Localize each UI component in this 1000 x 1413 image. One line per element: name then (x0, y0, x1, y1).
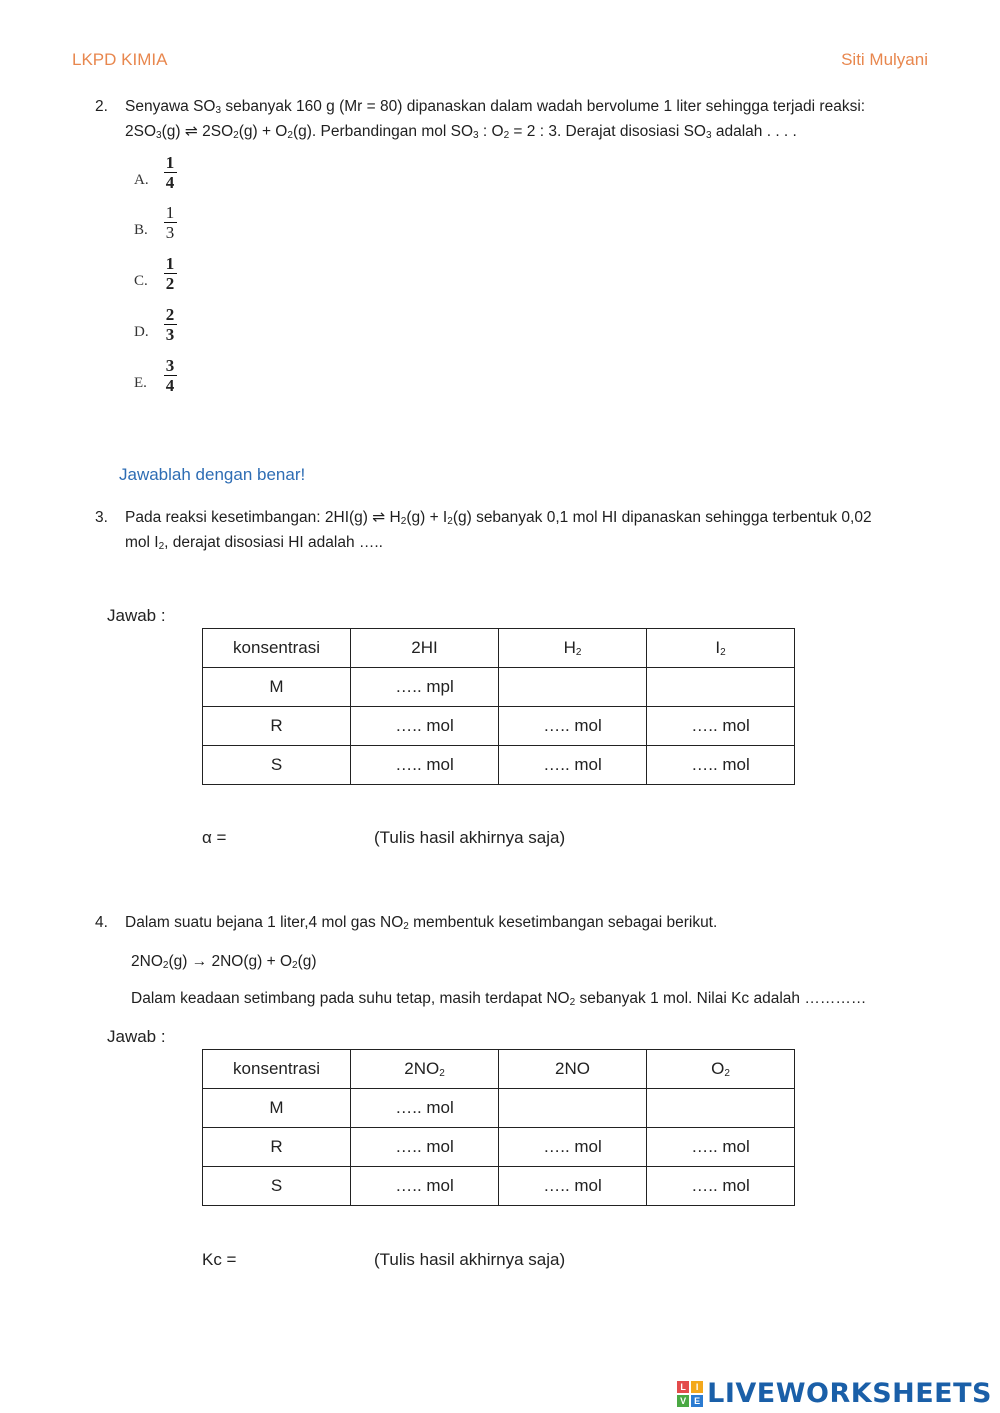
row-label: R (203, 707, 351, 746)
answer-cell[interactable]: ….. mol (647, 707, 795, 746)
table-header-row (203, 629, 795, 668)
answer-cell[interactable] (499, 1089, 647, 1128)
reaction-equation: $2NO_2(g) \to 2NO(g) + O_2(g)$ (131, 953, 317, 971)
alpha-label: α = (202, 828, 227, 847)
answer-note: (Tulis hasil akhirnya saja) (374, 1250, 566, 1269)
answer-cell[interactable] (647, 1089, 795, 1128)
header-cell: $H_2$ (499, 629, 647, 668)
answer-cell[interactable]: ….. mol (499, 1128, 647, 1167)
header-title: LKPD KIMIA (72, 50, 168, 69)
answer-cell[interactable]: ….. mol (351, 1167, 499, 1206)
question-text: Dalam suatu bejana 1 liter,4 mol gas $NO_2$ membentuk kesetimbangan sebagai berikut. (125, 914, 718, 932)
answer-cell[interactable]: ….. mol (351, 1128, 499, 1167)
header-cell: 2HI (351, 629, 499, 668)
table-row (203, 707, 795, 746)
jawab-label: Jawab : (107, 1027, 166, 1046)
fraction: 1 4 (163, 154, 177, 191)
question-number: 2. (95, 98, 108, 115)
fraction: 1 3 (163, 204, 177, 241)
header-cell: 2NO (499, 1050, 647, 1089)
answer-note: (Tulis hasil akhirnya saja) (374, 828, 566, 847)
table-row (203, 668, 795, 707)
row-label: S (203, 746, 351, 785)
table-row (203, 1167, 795, 1206)
table-row (203, 746, 795, 785)
row-label: S (203, 1167, 351, 1206)
fraction: 1 2 (163, 255, 177, 292)
row-label: M (203, 1089, 351, 1128)
instruction-text: Jawablah dengan benar! (119, 465, 306, 484)
logo-icon: L I V E (677, 1381, 703, 1407)
question-text: Senyawa $SO_3$ sebanyak 160 g (Mr = 80) dipanaskan dalam wadah bervolume 1 liter sehingga terjadi reaksi: $2SO_3(g)$ ⇌ $2SO_2(g) + O_2(g)$. Perbandingan mol $SO_3$ : $O_2 = 2$ : 3. Derajat disosiasi $SO_3$ adalah . . . . (125, 98, 866, 141)
liveworksheets-logo[interactable] (677, 1378, 992, 1409)
answer-cell[interactable]: ….. mol (351, 707, 499, 746)
answer-cell[interactable]: ….. mol (647, 746, 795, 785)
kc-label: Kc = (202, 1250, 237, 1269)
row-label: M (203, 668, 351, 707)
fraction: 3 4 (163, 357, 177, 394)
fraction: 2 3 (163, 306, 177, 343)
header-cell: konsentrasi (203, 629, 351, 668)
answer-cell[interactable]: ….. mol (499, 746, 647, 785)
answer-cell[interactable] (499, 668, 647, 707)
ice-table-q3 (202, 628, 795, 785)
header-cell: konsentrasi (203, 1050, 351, 1089)
question-2 (0, 94, 1000, 144)
question-4-detail: Dalam keadaan setimbang pada suhu tetap, masih terdapat $NO_2$ sebanyak 1 mol. Nilai Kc adalah ………… (131, 990, 867, 1008)
table-header-row (203, 1050, 795, 1089)
question-number: 4. (95, 914, 108, 931)
question-3 (0, 505, 1000, 555)
answer-cell[interactable]: ….. mol (647, 1128, 795, 1167)
answer-cell[interactable]: ….. mpl (351, 668, 499, 707)
answer-cell[interactable] (647, 668, 795, 707)
answer-cell[interactable]: ….. mol (499, 1167, 647, 1206)
jawab-label: Jawab : (107, 606, 166, 625)
answer-cell[interactable]: ….. mol (351, 1089, 499, 1128)
question-number: 3. (95, 509, 108, 526)
question-text: Pada reaksi kesetimbangan: 2HI(g) ⇌ $H_2(g) + I_2(g)$ sebanyak 0,1 mol HI dipanaskan sehingga terbentuk 0,02 mol $I_2$, derajat disosiasi HI adalah ….. (125, 509, 872, 552)
logo-text: LIVEWORKSHEETS (707, 1378, 992, 1409)
row-label: R (203, 1128, 351, 1167)
question-4 (0, 910, 1000, 935)
table-row (203, 1128, 795, 1167)
header-cell: $2NO_2$ (351, 1050, 499, 1089)
answer-cell[interactable]: ….. mol (351, 746, 499, 785)
header-cell: $O_2$ (647, 1050, 795, 1089)
ice-table-q4 (202, 1049, 795, 1206)
answer-cell[interactable]: ….. mol (647, 1167, 795, 1206)
header-cell: $I_2$ (647, 629, 795, 668)
table-row (203, 1089, 795, 1128)
answer-cell[interactable]: ….. mol (499, 707, 647, 746)
header-author: Siti Mulyani (841, 50, 928, 69)
